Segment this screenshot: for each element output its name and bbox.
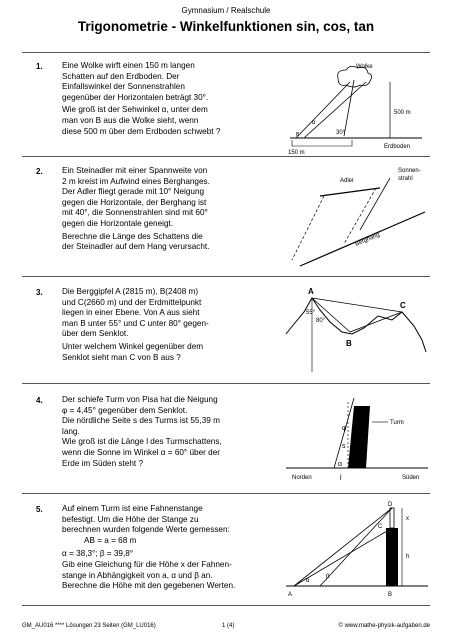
height-label: 500 m	[394, 110, 411, 116]
sun-ray-line	[360, 178, 390, 230]
sun-ray-line	[344, 80, 354, 136]
figure-tower	[284, 388, 430, 488]
task-3-text: Die Berggipfel A (2815 m), B(2408 m) und C(2660 m) und der Erdmittelpunkt liegen in einer Ebene. Von A aus sieht man B unter 55° und C unter 80° gegen- über dem Senklot. Unter welchem Winkel gegenüber dem Senklot sieht man C von B aus ?	[62, 287, 209, 362]
sight-line	[350, 312, 402, 332]
eagle-line	[320, 188, 380, 196]
figure-mountains	[282, 282, 430, 378]
angle-55-label: 55°	[306, 310, 316, 316]
figure-cloud	[282, 60, 427, 156]
figure-eagle	[290, 160, 430, 272]
separator	[22, 383, 430, 384]
point-c-label: C	[400, 301, 406, 310]
task-number: 4.	[36, 396, 43, 405]
point-b-label: B	[388, 592, 393, 598]
footer-left: GM_AU016 **** Lösungen 23 Seiten (GM_LU016)	[22, 623, 156, 629]
phi-label: φ	[342, 425, 347, 432]
sight-line	[320, 508, 392, 586]
separator	[22, 156, 430, 157]
tower-shape	[348, 406, 370, 468]
angle-label: 30°	[336, 130, 346, 136]
point-a-label: A	[288, 592, 293, 598]
footer-right: © www.mathe-physik-aufgaben.de	[338, 623, 430, 629]
ground-label: Erdboden	[384, 144, 411, 150]
task-1-text: Eine Wolke wirft einen 150 m langen Schatten auf den Erdboden. Der Einfallswinkel der Sonnenstrahlen gegenüber der Horizontalen beträgt 30°. Wie groß ist der Sehwinkel α, unter dem man von B aus die Wolke sieht, wenn diese 500 m über dem Erdboden schwebt ?	[62, 61, 221, 136]
shadow-label: 150 m	[288, 150, 305, 156]
alpha-label: α	[306, 578, 310, 584]
north-label: Norden	[292, 475, 312, 481]
school-header: Gymnasium / Realschule	[181, 6, 271, 15]
task-number: 3.	[36, 288, 43, 297]
beta-label: β	[326, 574, 330, 580]
x-label: x	[406, 516, 409, 522]
point-b-label: B	[296, 132, 300, 138]
south-label: Süden	[402, 475, 420, 481]
task-number: 5.	[36, 505, 43, 514]
h-label: h	[406, 554, 410, 560]
eagle-label: Adler	[340, 178, 355, 184]
tower-shape	[386, 528, 398, 586]
separator	[22, 605, 430, 606]
sun-label-2: strahl	[398, 176, 413, 182]
separator	[22, 493, 430, 494]
point-a-label: A	[308, 287, 314, 296]
figure-flagpole	[282, 498, 430, 602]
s-label: s	[342, 443, 346, 450]
footer-page: 1 (4)	[222, 623, 235, 629]
task-number: 2.	[36, 167, 43, 176]
flagpole-shape	[390, 508, 394, 528]
slope-label: Berghang	[354, 232, 381, 248]
l-label: l	[340, 475, 342, 482]
tower-label: Turm	[390, 420, 404, 426]
alpha-label: α	[312, 120, 316, 126]
alpha-label: α	[338, 461, 343, 468]
separator	[22, 276, 430, 277]
point-b-label: B	[346, 339, 352, 348]
shadow-bracket	[292, 140, 352, 146]
sun-label: Sonnen-	[398, 168, 421, 174]
ray-line	[292, 196, 324, 260]
page-title: Trigonometrie - Winkelfunktionen sin, cos, tan	[77, 19, 375, 34]
point-d-label: D	[388, 502, 393, 508]
sight-line	[294, 508, 392, 586]
separator	[22, 52, 430, 53]
task-2-text: Ein Steinadler mit einer Spannweite von 2 m kreist im Aufwind eines Berghanges. Der Adler fliegt gerade mit 10° Neigung gegen die Horizontale, der Berghang ist mit 40°, die Sonnenstrahlen sind mit 60° gegen die Horizontale geneigt. Berechne die Länge des Schattens die der Steinadler auf dem Hang verursacht.	[62, 166, 210, 252]
task-4-text: Der schiefe Turm von Pisa hat die Neigung φ = 4,45° gegenüber dem Senklot. Die nördliche Seite s des Turms ist 55,39 m lang. Wie groß ist die Länge l des Turmschattens, wenn die Sonne im Winkel α = 60° über der Erde im Süden steht ?	[62, 395, 222, 468]
angle-80-label: 80°	[316, 318, 326, 324]
task-number: 1.	[36, 62, 43, 71]
point-c-label: C	[378, 524, 383, 530]
task-5-text: Auf einem Turm ist eine Fahnenstange befestigt. Um die Höhe der Stange zu berechnen wurden folgende Werte gemessen: AB = a = 68 m α = 38,3°; β = 39,8° Gib eine Gleichung für die Höhe x der Fahnen- stange in Abhängigkeit von a, α und β an. Berechne die Höhe mit den gegebenen Werten.	[62, 504, 236, 591]
cloud-label: Wolke	[356, 64, 373, 70]
sight-line	[304, 82, 366, 138]
